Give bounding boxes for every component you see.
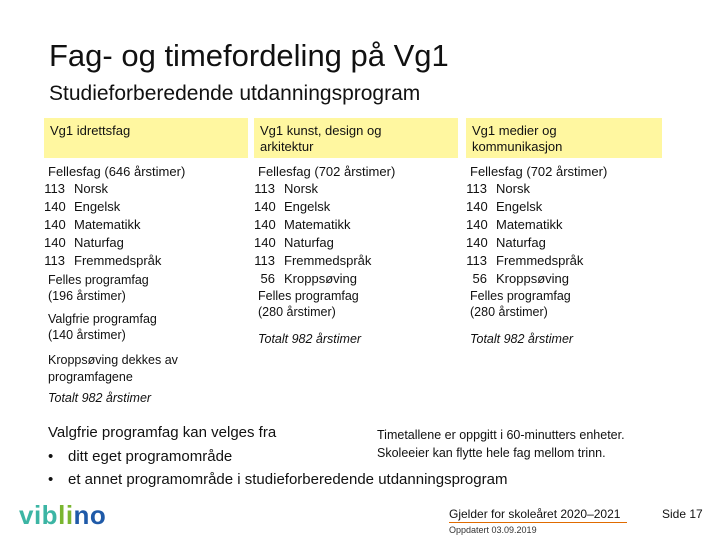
subject-row: [254, 234, 458, 252]
subject-row: [466, 198, 662, 216]
heading-line: kommunikasjon: [472, 139, 563, 154]
school-year-label: Gjelder for skoleåret 2020–2021: [449, 507, 621, 521]
subject-row: [466, 252, 662, 270]
felles-programfag: [254, 288, 458, 320]
column-medier-kommunikasjon: [466, 118, 662, 347]
subject-row: [466, 216, 662, 234]
subject-list: [466, 180, 662, 288]
programfag-label: Felles programfag: [470, 289, 571, 303]
subject-row: [44, 252, 248, 270]
subject-hours: 140: [44, 217, 66, 232]
fellesfag-title: Fellesfag (702 årstimer): [258, 164, 396, 179]
note-line: Skoleeier kan flytte hele fag mellom trinn.: [377, 446, 606, 460]
subject-hours: 140: [254, 199, 276, 214]
valgfrie-heading: Valgfrie programfag kan velges fra: [48, 424, 277, 441]
logo-part: l: [58, 500, 66, 530]
subject-row: [466, 234, 662, 252]
subject-name: Naturfag: [496, 235, 546, 250]
list-item: [48, 468, 507, 491]
column-idrettsfag: [44, 118, 248, 343]
heading-line: Vg1 kunst, design og: [260, 123, 382, 138]
subject-name: Fremmedspråk: [496, 253, 584, 268]
heading-line: arkitektur: [260, 139, 314, 154]
programfag-label: Felles programfag: [48, 273, 149, 287]
subject-row: [254, 198, 458, 216]
kroppsoving-note: [48, 352, 218, 407]
subject-name: Norsk: [74, 181, 108, 196]
note-line: Timetallene er oppgitt i 60-minutters enheter.: [377, 428, 625, 442]
subject-name: Naturfag: [74, 235, 124, 250]
subject-row: [254, 252, 458, 270]
heading-line: Vg1 medier og: [472, 123, 557, 138]
logo-part: i: [65, 500, 74, 530]
subject-row: [44, 198, 248, 216]
subject-name: Fremmedspråk: [74, 253, 162, 268]
valgfrie-label: Valgfrie programfag: [48, 312, 157, 326]
subject-name: Matematikk: [74, 217, 141, 232]
subject-row: [466, 270, 662, 288]
bullet-icon: •: [48, 448, 54, 465]
subject-row: [254, 180, 458, 198]
subject-hours: 56: [472, 271, 487, 286]
subject-name: Engelsk: [284, 199, 331, 214]
list-item-text: ditt eget programområde: [68, 448, 233, 465]
subject-hours: 140: [44, 235, 66, 250]
subject-name: Matematikk: [496, 217, 563, 232]
note-line: Kroppsøving dekkes av: [48, 353, 178, 367]
subject-name: Engelsk: [74, 199, 121, 214]
subject-row: [44, 216, 248, 234]
subject-list: [44, 180, 248, 270]
column-heading: Vg1 idrettsfag: [44, 118, 248, 158]
subject-name: Matematikk: [284, 217, 351, 232]
subject-hours: 140: [254, 217, 276, 232]
subject-hours: 56: [260, 271, 275, 286]
logo-part: no: [73, 500, 107, 530]
bullet-icon: •: [48, 471, 54, 488]
accent-divider: [449, 522, 627, 523]
programfag-hours: (280 årstimer): [258, 305, 336, 319]
subject-row: [44, 180, 248, 198]
subject-name: Norsk: [496, 181, 530, 196]
subject-row: [44, 234, 248, 252]
subject-hours: 140: [466, 235, 488, 250]
total-hours: Totalt 982 årstimer: [470, 332, 574, 346]
felles-programfag: [466, 288, 662, 320]
subject-hours: 113: [466, 253, 487, 268]
slide-title: Fag- og timefordeling på Vg1: [49, 38, 449, 73]
note-line: programfagene: [48, 370, 133, 384]
subject-hours: 113: [44, 253, 65, 268]
subject-hours: 140: [466, 199, 488, 214]
subject-hours: 113: [44, 181, 65, 196]
subject-name: Kroppsøving: [284, 271, 357, 286]
subject-name: Engelsk: [496, 199, 543, 214]
subject-hours: 140: [466, 217, 488, 232]
subject-name: Norsk: [284, 181, 318, 196]
subject-hours: 140: [254, 235, 276, 250]
felles-programfag: [44, 272, 248, 304]
subject-list: [254, 180, 458, 288]
fellesfag-title: Fellesfag (646 årstimer): [48, 164, 186, 179]
column-heading: [466, 118, 662, 158]
page-number: Side 17: [662, 507, 703, 521]
total-hours: Totalt 982 årstimer: [258, 332, 362, 346]
subject-name: Fremmedspråk: [284, 253, 372, 268]
column-kunst-design-arkitektur: [254, 118, 458, 347]
subject-name: Naturfag: [284, 235, 334, 250]
subject-hours: 113: [254, 253, 275, 268]
subject-name: Kroppsøving: [496, 271, 569, 286]
fellesfag-title: Fellesfag (702 årstimer): [470, 164, 608, 179]
subject-row: [254, 270, 458, 288]
valgfrie-programfag: [44, 311, 248, 343]
logo-part: vib: [19, 500, 59, 530]
subject-row: [254, 216, 458, 234]
programfag-label: Felles programfag: [258, 289, 359, 303]
list-item-text: et annet programområde i studieforberedende utdanningsprogram: [68, 471, 508, 488]
updated-date: Oppdatert 03.09.2019: [449, 525, 537, 535]
programfag-hours: (280 årstimer): [470, 305, 548, 319]
subject-hours: 113: [466, 181, 487, 196]
valgfrie-hours: (140 årstimer): [48, 328, 126, 342]
subject-hours: 113: [254, 181, 275, 196]
column-heading: [254, 118, 458, 158]
slide-subtitle: Studieforberedende utdanningsprogram: [49, 82, 421, 105]
subject-hours: 140: [44, 199, 66, 214]
subject-row: [466, 180, 662, 198]
programfag-hours: (196 årstimer): [48, 289, 126, 303]
time-units-note: [377, 426, 625, 462]
vilbli-logo: [19, 500, 106, 531]
total-hours: Totalt 982 årstimer: [48, 391, 152, 405]
